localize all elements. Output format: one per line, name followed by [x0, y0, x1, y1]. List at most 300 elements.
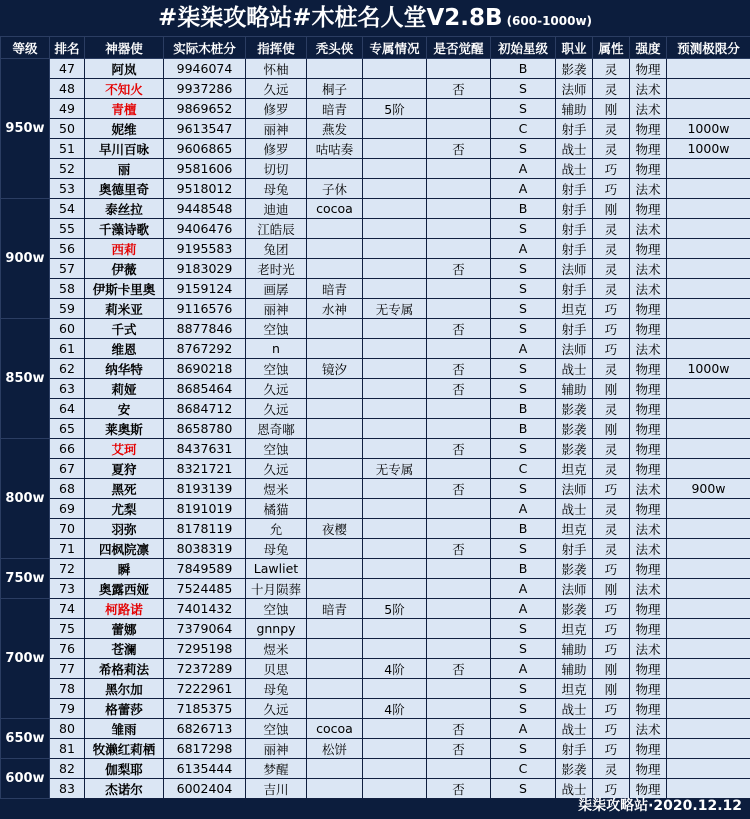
attribute-cell: 灵 — [593, 279, 630, 299]
attribute-cell: 灵 — [593, 219, 630, 239]
character-name-cell: 格蕾莎 — [85, 699, 164, 719]
score-cell: 8178119 — [164, 519, 246, 539]
predicted-cell — [667, 179, 750, 199]
star-cell: S — [491, 779, 556, 799]
exclusive-cell — [363, 319, 427, 339]
star-cell: A — [491, 339, 556, 359]
job-cell: 射手 — [556, 319, 593, 339]
awakened-cell: 否 — [427, 259, 491, 279]
job-cell: 战士 — [556, 699, 593, 719]
strength-cell: 法术 — [630, 179, 667, 199]
bald-cell: 水神 — [307, 299, 363, 319]
commander-cell: 煜米 — [246, 639, 307, 659]
predicted-cell: 1000w — [667, 359, 750, 379]
job-cell: 战士 — [556, 499, 593, 519]
commander-cell: 空蚀 — [246, 439, 307, 459]
score-cell: 8684712 — [164, 399, 246, 419]
character-name-cell: 尤梨 — [85, 499, 164, 519]
awakened-cell: 否 — [427, 79, 491, 99]
rank-cell: 82 — [50, 759, 85, 779]
exclusive-cell — [363, 519, 427, 539]
score-cell: 9613547 — [164, 119, 246, 139]
job-cell: 坦克 — [556, 619, 593, 639]
job-cell: 射手 — [556, 239, 593, 259]
awakened-cell — [427, 619, 491, 639]
character-name-cell: 羽弥 — [85, 519, 164, 539]
awakened-cell: 否 — [427, 139, 491, 159]
character-name-cell: 妮维 — [85, 119, 164, 139]
predicted-cell — [667, 279, 750, 299]
character-name-cell: 千藻诗歌 — [85, 219, 164, 239]
job-cell: 射手 — [556, 179, 593, 199]
strength-cell: 物理 — [630, 139, 667, 159]
predicted-cell — [667, 59, 750, 79]
commander-cell: 修罗 — [246, 139, 307, 159]
predicted-cell — [667, 259, 750, 279]
job-cell: 法师 — [556, 479, 593, 499]
strength-cell: 法术 — [630, 259, 667, 279]
tier-cell: 800w — [1, 439, 50, 559]
job-cell: 影袭 — [556, 759, 593, 779]
score-cell: 9937286 — [164, 79, 246, 99]
strength-cell: 物理 — [630, 559, 667, 579]
job-cell: 影袭 — [556, 399, 593, 419]
table-row — [1, 99, 750, 119]
table-row — [1, 619, 750, 639]
character-name-cell: 雏雨 — [85, 719, 164, 739]
page-title — [0, 0, 750, 36]
awakened-cell: 否 — [427, 659, 491, 679]
table-row — [1, 759, 750, 779]
strength-cell: 物理 — [630, 739, 667, 759]
table-row — [1, 499, 750, 519]
job-cell: 射手 — [556, 219, 593, 239]
strength-cell: 物理 — [630, 659, 667, 679]
col-header-exclusive: 专属情况 — [363, 37, 427, 59]
table-row — [1, 579, 750, 599]
rank-cell: 72 — [50, 559, 85, 579]
star-cell: S — [491, 619, 556, 639]
exclusive-cell — [363, 139, 427, 159]
attribute-cell: 巧 — [593, 719, 630, 739]
score-cell: 6826713 — [164, 719, 246, 739]
star-cell: A — [491, 599, 556, 619]
predicted-cell — [667, 79, 750, 99]
col-header-star: 初始星级 — [491, 37, 556, 59]
star-cell: B — [491, 399, 556, 419]
awakened-cell — [427, 639, 491, 659]
strength-cell: 物理 — [630, 319, 667, 339]
col-header-commander: 指挥使 — [246, 37, 307, 59]
character-name-cell: 黑死 — [85, 479, 164, 499]
score-cell: 7849589 — [164, 559, 246, 579]
exclusive-cell — [363, 559, 427, 579]
exclusive-cell — [363, 79, 427, 99]
bald-cell — [307, 399, 363, 419]
bald-cell — [307, 379, 363, 399]
attribute-cell: 刚 — [593, 679, 630, 699]
attribute-cell: 巧 — [593, 619, 630, 639]
star-cell: S — [491, 639, 556, 659]
attribute-cell: 巧 — [593, 699, 630, 719]
exclusive-cell: 4阶 — [363, 659, 427, 679]
commander-cell: 怀柚 — [246, 59, 307, 79]
col-header-score: 实际木桩分 — [164, 37, 246, 59]
col-header-job: 职业 — [556, 37, 593, 59]
attribute-cell: 巧 — [593, 599, 630, 619]
predicted-cell — [667, 419, 750, 439]
predicted-cell — [667, 759, 750, 779]
job-cell: 辅助 — [556, 99, 593, 119]
star-cell: A — [491, 579, 556, 599]
commander-cell: 久远 — [246, 459, 307, 479]
bald-cell — [307, 219, 363, 239]
score-cell: 9195583 — [164, 239, 246, 259]
rank-cell: 63 — [50, 379, 85, 399]
commander-cell: 画孱 — [246, 279, 307, 299]
strength-cell: 物理 — [630, 619, 667, 639]
job-cell: 射手 — [556, 199, 593, 219]
rank-cell: 69 — [50, 499, 85, 519]
character-name-cell: 不知火 — [85, 79, 164, 99]
predicted-cell — [667, 679, 750, 699]
table-row — [1, 679, 750, 699]
predicted-cell — [667, 579, 750, 599]
table-row — [1, 79, 750, 99]
exclusive-cell — [363, 619, 427, 639]
commander-cell: 允 — [246, 519, 307, 539]
exclusive-cell — [363, 259, 427, 279]
tier-cell: 600w — [1, 759, 50, 799]
character-name-cell: 牧濑红莉栖 — [85, 739, 164, 759]
predicted-cell — [667, 399, 750, 419]
awakened-cell — [427, 519, 491, 539]
exclusive-cell — [363, 499, 427, 519]
character-name-cell: 千式 — [85, 319, 164, 339]
exclusive-cell — [363, 579, 427, 599]
table-row — [1, 279, 750, 299]
star-cell: A — [491, 499, 556, 519]
col-header-name: 神器使 — [85, 37, 164, 59]
job-cell: 射手 — [556, 279, 593, 299]
attribute-cell: 刚 — [593, 199, 630, 219]
attribute-cell: 刚 — [593, 99, 630, 119]
job-cell: 辅助 — [556, 639, 593, 659]
commander-cell: 十月陨葬 — [246, 579, 307, 599]
character-name-cell: 莱奥斯 — [85, 419, 164, 439]
header-row — [1, 37, 750, 59]
score-cell: 7185375 — [164, 699, 246, 719]
job-cell: 坦克 — [556, 459, 593, 479]
strength-cell: 法术 — [630, 479, 667, 499]
exclusive-cell — [363, 719, 427, 739]
rank-cell: 80 — [50, 719, 85, 739]
strength-cell: 物理 — [630, 359, 667, 379]
awakened-cell — [427, 339, 491, 359]
rank-cell: 58 — [50, 279, 85, 299]
star-cell: S — [491, 699, 556, 719]
predicted-cell — [667, 239, 750, 259]
awakened-cell — [427, 579, 491, 599]
footer-credit: 柒柒攻略站·2020.12.12 — [578, 798, 742, 814]
table-row — [1, 519, 750, 539]
rank-cell: 74 — [50, 599, 85, 619]
table-row — [1, 359, 750, 379]
character-name-cell: 瞬 — [85, 559, 164, 579]
rank-cell: 76 — [50, 639, 85, 659]
col-header-rank: 排名 — [50, 37, 85, 59]
bald-cell — [307, 439, 363, 459]
awakened-cell — [427, 459, 491, 479]
star-cell: S — [491, 219, 556, 239]
rank-cell: 52 — [50, 159, 85, 179]
bald-cell — [307, 779, 363, 799]
table-row — [1, 159, 750, 179]
predicted-cell — [667, 199, 750, 219]
job-cell: 战士 — [556, 359, 593, 379]
table-row — [1, 419, 750, 439]
bald-cell — [307, 419, 363, 439]
exclusive-cell — [363, 399, 427, 419]
rank-cell: 81 — [50, 739, 85, 759]
attribute-cell: 灵 — [593, 359, 630, 379]
rank-cell: 60 — [50, 319, 85, 339]
attribute-cell: 刚 — [593, 579, 630, 599]
job-cell: 法师 — [556, 339, 593, 359]
score-cell: 9116576 — [164, 299, 246, 319]
attribute-cell: 巧 — [593, 299, 630, 319]
bald-cell: 暗青 — [307, 279, 363, 299]
job-cell: 法师 — [556, 579, 593, 599]
predicted-cell — [667, 639, 750, 659]
commander-cell: 梦醒 — [246, 759, 307, 779]
bald-cell: 镜汐 — [307, 359, 363, 379]
bald-cell — [307, 699, 363, 719]
attribute-cell: 巧 — [593, 779, 630, 799]
attribute-cell: 巧 — [593, 339, 630, 359]
score-cell: 8877846 — [164, 319, 246, 339]
score-cell: 7379064 — [164, 619, 246, 639]
predicted-cell — [667, 519, 750, 539]
awakened-cell — [427, 419, 491, 439]
table-row — [1, 719, 750, 739]
star-cell: A — [491, 239, 556, 259]
exclusive-cell — [363, 759, 427, 779]
awakened-cell: 否 — [427, 719, 491, 739]
predicted-cell — [667, 699, 750, 719]
attribute-cell: 灵 — [593, 439, 630, 459]
table-row — [1, 339, 750, 359]
score-cell: 7401432 — [164, 599, 246, 619]
rank-cell: 54 — [50, 199, 85, 219]
strength-cell: 物理 — [630, 779, 667, 799]
table-row — [1, 559, 750, 579]
commander-cell: 空蚀 — [246, 359, 307, 379]
star-cell: S — [491, 539, 556, 559]
commander-cell: 煜米 — [246, 479, 307, 499]
score-cell: 9946074 — [164, 59, 246, 79]
star-cell: S — [491, 479, 556, 499]
rank-cell: 51 — [50, 139, 85, 159]
awakened-cell — [427, 599, 491, 619]
job-cell: 影袭 — [556, 419, 593, 439]
rank-cell: 79 — [50, 699, 85, 719]
star-cell: S — [491, 439, 556, 459]
table-row — [1, 739, 750, 759]
rank-cell: 66 — [50, 439, 85, 459]
col-header-awakened: 是否觉醒 — [427, 37, 491, 59]
star-cell: S — [491, 259, 556, 279]
exclusive-cell — [363, 379, 427, 399]
attribute-cell: 刚 — [593, 379, 630, 399]
rank-cell: 64 — [50, 399, 85, 419]
job-cell: 影袭 — [556, 559, 593, 579]
commander-cell: 迪迪 — [246, 199, 307, 219]
rank-cell: 65 — [50, 419, 85, 439]
star-cell: S — [491, 279, 556, 299]
bald-cell — [307, 539, 363, 559]
table-row — [1, 479, 750, 499]
exclusive-cell: 4阶 — [363, 699, 427, 719]
score-cell: 7237289 — [164, 659, 246, 679]
score-cell: 8038319 — [164, 539, 246, 559]
rank-cell: 78 — [50, 679, 85, 699]
commander-cell: 吉川 — [246, 779, 307, 799]
character-name-cell: 伽梨耶 — [85, 759, 164, 779]
star-cell: A — [491, 719, 556, 739]
strength-cell: 法术 — [630, 519, 667, 539]
table-body — [1, 59, 750, 799]
job-cell: 影袭 — [556, 59, 593, 79]
exclusive-cell — [363, 179, 427, 199]
attribute-cell: 刚 — [593, 419, 630, 439]
table-row — [1, 259, 750, 279]
bald-cell — [307, 479, 363, 499]
exclusive-cell: 无专属 — [363, 459, 427, 479]
rank-cell: 73 — [50, 579, 85, 599]
strength-cell: 法术 — [630, 219, 667, 239]
table-row — [1, 319, 750, 339]
strength-cell: 物理 — [630, 239, 667, 259]
attribute-cell: 灵 — [593, 139, 630, 159]
commander-cell: 母兔 — [246, 539, 307, 559]
strength-cell: 法术 — [630, 539, 667, 559]
score-cell: 8658780 — [164, 419, 246, 439]
table-row — [1, 139, 750, 159]
commander-cell: 切切 — [246, 159, 307, 179]
score-cell: 7295198 — [164, 639, 246, 659]
job-cell: 射手 — [556, 539, 593, 559]
character-name-cell: 柯路诺 — [85, 599, 164, 619]
predicted-cell — [667, 339, 750, 359]
exclusive-cell — [363, 239, 427, 259]
score-cell: 8437631 — [164, 439, 246, 459]
table-row — [1, 179, 750, 199]
character-name-cell: 西莉 — [85, 239, 164, 259]
bald-cell — [307, 639, 363, 659]
col-header-attribute: 属性 — [593, 37, 630, 59]
character-name-cell: 杰诺尔 — [85, 779, 164, 799]
awakened-cell — [427, 99, 491, 119]
col-header-bald: 秃头侠 — [307, 37, 363, 59]
job-cell: 辅助 — [556, 379, 593, 399]
awakened-cell — [427, 499, 491, 519]
score-cell: 8193139 — [164, 479, 246, 499]
attribute-cell: 巧 — [593, 559, 630, 579]
character-name-cell: 伊薇 — [85, 259, 164, 279]
job-cell: 坦克 — [556, 299, 593, 319]
exclusive-cell — [363, 159, 427, 179]
awakened-cell — [427, 699, 491, 719]
bald-cell: 松饼 — [307, 739, 363, 759]
predicted-cell — [667, 539, 750, 559]
commander-cell: 恩奇嘟 — [246, 419, 307, 439]
character-name-cell: 蕾娜 — [85, 619, 164, 639]
character-name-cell: 纳华特 — [85, 359, 164, 379]
attribute-cell: 灵 — [593, 539, 630, 559]
table-row — [1, 659, 750, 679]
exclusive-cell — [363, 439, 427, 459]
job-cell: 战士 — [556, 159, 593, 179]
job-cell: 影袭 — [556, 599, 593, 619]
table-row — [1, 239, 750, 259]
rank-cell: 70 — [50, 519, 85, 539]
job-cell: 战士 — [556, 719, 593, 739]
strength-cell: 物理 — [630, 419, 667, 439]
star-cell: S — [491, 299, 556, 319]
attribute-cell: 灵 — [593, 79, 630, 99]
exclusive-cell — [363, 539, 427, 559]
commander-cell: 空蚀 — [246, 319, 307, 339]
job-cell: 坦克 — [556, 679, 593, 699]
predicted-cell — [667, 299, 750, 319]
awakened-cell — [427, 119, 491, 139]
commander-cell: 江皓辰 — [246, 219, 307, 239]
awakened-cell: 否 — [427, 439, 491, 459]
tier-cell: 900w — [1, 199, 50, 319]
star-cell: B — [491, 559, 556, 579]
rank-cell: 49 — [50, 99, 85, 119]
score-cell: 6817298 — [164, 739, 246, 759]
predicted-cell — [667, 659, 750, 679]
exclusive-cell — [363, 219, 427, 239]
awakened-cell — [427, 219, 491, 239]
score-cell: 6135444 — [164, 759, 246, 779]
character-name-cell: 苍澜 — [85, 639, 164, 659]
score-cell: 8685464 — [164, 379, 246, 399]
predicted-cell — [667, 99, 750, 119]
rank-cell: 50 — [50, 119, 85, 139]
exclusive-cell — [363, 279, 427, 299]
strength-cell: 物理 — [630, 199, 667, 219]
star-cell: A — [491, 659, 556, 679]
star-cell: A — [491, 179, 556, 199]
bald-cell: 子休 — [307, 179, 363, 199]
star-cell: S — [491, 359, 556, 379]
star-cell: B — [491, 419, 556, 439]
exclusive-cell — [363, 59, 427, 79]
character-name-cell: 艾珂 — [85, 439, 164, 459]
bald-cell: cocoa — [307, 719, 363, 739]
bald-cell — [307, 239, 363, 259]
attribute-cell: 灵 — [593, 759, 630, 779]
predicted-cell: 1000w — [667, 139, 750, 159]
strength-cell: 法术 — [630, 719, 667, 739]
strength-cell: 法术 — [630, 79, 667, 99]
star-cell: B — [491, 59, 556, 79]
title-sub: (600-1000w) — [506, 14, 593, 28]
bald-cell — [307, 459, 363, 479]
